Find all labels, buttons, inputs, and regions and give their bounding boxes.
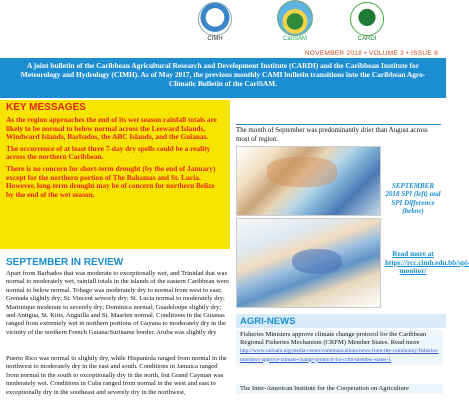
issue-date: NOVEMBER 2018 • VOLUME 2 • ISSUE 8	[304, 50, 438, 57]
september-paragraph-2: Puerto Rico was normal to slightly dry, while Hispaniola ranged from normal in the northwest to moderately dry in the east and south. Conditions in Jamaica ranged from normal in the south to exceptionally dry in the north, but Grand Cayman was moderately wet. Conditions in Cuba ranged from normal in the west and east to exceptionally dry in the southeast and severely dry in the northwest,	[6, 355, 227, 396]
key-messages-title: KEY MESSAGES	[6, 102, 86, 113]
spi-map	[236, 146, 381, 216]
cardi-logo-text: CARDI	[357, 36, 377, 42]
agri-news-item-2: The Inter-American Institute for the Cooperation on Agriculture	[236, 384, 443, 394]
banner-text: A joint bulletin of the Caribbean Agricultural Research and Development Institute (CARDI) and the Caribbean Institute for Meteorology and Hydrology (CIMH). As of May 2017, the previous monthly CAMI bulletin transitions into the Caribbean Agro-Climatic Bulletin of the CariSAM.	[20, 61, 426, 88]
right-column-rule	[236, 124, 441, 125]
spi-monitor-link[interactable]: Read more at https://rcc.cimh.edu.bb/spi-monitor/	[385, 250, 469, 276]
agri-news-item-1	[236, 330, 443, 365]
carisam-logo-text: CariSAM	[282, 36, 307, 42]
spi-difference-map	[236, 218, 381, 308]
cardi-logo	[350, 2, 384, 36]
spi-read-more	[385, 250, 469, 276]
september-review-title: SEPTEMBER IN REVIEW	[6, 257, 124, 268]
spi-map-caption: SEPTEMBER 2018 SPI (left) and SPI Difference (below)	[385, 182, 441, 216]
key-messages-box	[0, 100, 230, 249]
september-paragraph-1: Apart from Barbados that was moderate to exceptionally wet, and Trinidad that was normal to moderately wet, rainfall totals in the islands of the eastern Caribbean were normal to below normal. Tobago was moderately dry to normal from west to east; Grenada slightly dry; St. Vincent severely dry; St. Lucia normal to moderately dry; Martinique moderate to severely dry; Dominica normal; Guadeloupe slightly dry; and Antigua, St. Kitts, Anguilla and St. Maarten normal. Conditions in the Guianas ranged from extremely wet in northern portions of Guyana to moderately dry in the vicinity of the northern French Guiana/Suriname border. Aruba was slightly dry	[6, 270, 230, 336]
september-intro: The month of September was predominantly drier than August across most of region.	[236, 127, 428, 143]
key-message-2: The occurrence of at least three 7-day dry spells could be a reality across the northern Caribbean.	[6, 143, 211, 162]
agri-news-link[interactable]: http://www.carisam.org/media-center/communications/news-from-the-community/fisheries-ministers-approve-climate-change-protocol-for-crfm-member-states-1	[240, 348, 439, 363]
cimh-logo	[198, 2, 232, 36]
agri-news-text-1: Fisheries Ministers approve climate change protocol for the Caribbean Regional Fisheries Mechanism (CRFM) Member States. Read more	[240, 331, 427, 347]
dateline	[0, 50, 446, 58]
key-message-3: There is no concern for short-term drought (by the end of January) except for the northern portion of The Bahamas and St. Lucia. However, long-term drought may be of concern for northern Belize by the end of the wet season.	[6, 163, 216, 199]
carisam-logo	[277, 0, 313, 36]
intro-banner	[0, 58, 446, 98]
agri-news-title: AGRI-NEWS	[236, 314, 446, 328]
header	[0, 0, 446, 50]
cimh-logo-text: CIMH	[207, 36, 223, 42]
key-message-1: As the region approaches the end of its wet season rainfall totals are likely to be normal to below normal across the Leeward Islands, Windward Islands, Barbados, the ABC Islands, and the Guianas.	[6, 115, 217, 142]
